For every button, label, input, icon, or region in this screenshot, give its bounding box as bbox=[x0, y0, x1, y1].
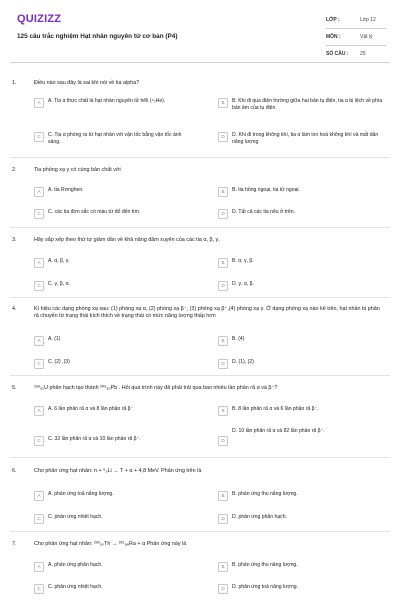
option-text: B. 8 lần phân rã α và 6 lần phân rã β⁻. bbox=[232, 406, 319, 412]
info-value: Vật lý bbox=[360, 34, 373, 40]
divider bbox=[10, 227, 390, 228]
option-2c[interactable] bbox=[34, 209, 194, 219]
option-1a[interactable] bbox=[34, 98, 194, 108]
option-text: B. Khi đi qua điện trường giữa hai bản tụ điện, tia α bị lệch về phía bản âm của tụ điện. bbox=[232, 98, 383, 111]
option-3c[interactable] bbox=[34, 281, 194, 291]
option-text: D. phản ứng phân hạch. bbox=[232, 514, 287, 520]
option-4d[interactable] bbox=[218, 359, 388, 369]
option-1d[interactable] bbox=[218, 132, 388, 146]
option-letter-box: B bbox=[218, 491, 228, 501]
question-text: Cho phản ứng hạt nhân: n + ⁶₃Li → T + α + 4,8 MeV. Phản ứng trên là bbox=[34, 468, 202, 474]
question-text: Cho phản ứng hạt nhân: ²³⁰₉₀Th → ²²⁶₈₈Ra + α Phản ứng này là bbox=[34, 541, 187, 547]
question-number: 1. bbox=[12, 80, 17, 86]
option-4b[interactable] bbox=[218, 336, 388, 346]
option-letter-box: D bbox=[218, 209, 228, 219]
option-text: D. γ, α, β. bbox=[232, 281, 255, 287]
option-text: C. phản ứng nhiệt hạch. bbox=[48, 514, 103, 520]
info-key: LỚP : bbox=[326, 17, 340, 23]
option-text: C. (2) ,(3) bbox=[48, 359, 70, 365]
option-letter-box: C bbox=[34, 209, 44, 219]
option-text: A. α, β, γ. bbox=[48, 258, 70, 264]
option-text: D. phản ứng toả năng lượng. bbox=[232, 584, 298, 590]
option-7d[interactable] bbox=[218, 584, 388, 594]
option-letter-box: C bbox=[34, 132, 44, 142]
option-4a[interactable] bbox=[34, 336, 194, 346]
info-row-grade bbox=[326, 12, 386, 29]
option-letter-box: D bbox=[218, 281, 228, 291]
option-text: B. phản ứng thu năng lượng. bbox=[232, 491, 298, 497]
info-value: Lớp 12 bbox=[360, 17, 376, 23]
option-letter-box: D bbox=[218, 132, 228, 142]
option-3d[interactable] bbox=[218, 281, 388, 291]
option-text: A. (1) bbox=[48, 336, 61, 342]
option-letter-box: B bbox=[218, 562, 228, 572]
option-letter-box: B bbox=[218, 98, 228, 108]
info-row-subject bbox=[326, 29, 386, 46]
option-2a[interactable] bbox=[34, 187, 194, 197]
info-key: MÔN : bbox=[326, 34, 341, 40]
option-text: A. phản ứng phân hạch. bbox=[48, 562, 103, 568]
option-3a[interactable] bbox=[34, 258, 194, 268]
option-text: D. 10 lần phân rã α và 82 lần phân rã β⁻. bbox=[232, 428, 325, 434]
option-letter-box: D bbox=[218, 436, 228, 446]
divider bbox=[10, 457, 390, 458]
option-letter-box: C bbox=[34, 514, 44, 524]
option-6c[interactable] bbox=[34, 514, 194, 524]
info-row-count bbox=[326, 46, 386, 63]
option-letter-box: C bbox=[34, 281, 44, 291]
option-letter-box: B bbox=[218, 187, 228, 197]
info-value: 25 bbox=[360, 51, 366, 57]
option-text: D. Tất cả các tia nêu ở trên. bbox=[232, 209, 295, 215]
option-5c[interactable] bbox=[34, 436, 194, 446]
option-letter-box: A bbox=[34, 491, 44, 501]
option-text: D. (1), (2) bbox=[232, 359, 254, 365]
question-number: 6. bbox=[12, 468, 17, 474]
option-5a[interactable] bbox=[34, 406, 194, 416]
option-1b[interactable] bbox=[218, 98, 388, 112]
option-7b[interactable] bbox=[218, 562, 388, 572]
question-number: 4. bbox=[12, 306, 17, 312]
divider bbox=[10, 157, 390, 158]
question-text: ²³⁸₉₂U phân hạch tạo thành ²⁰⁶₈₂Pb . Hỏi quá trình này đã phải trải qua bao nhiêu lần phân rã α và β⁻? bbox=[34, 385, 278, 391]
option-text: C. γ, β, α. bbox=[48, 281, 71, 287]
option-letter-box: A bbox=[34, 98, 44, 108]
option-text: C. Tia α phóng ra từ hạt nhân với vận tốc bằng vận tốc ánh sáng. bbox=[48, 132, 182, 145]
divider bbox=[10, 297, 390, 298]
option-text: B. tia hồng ngoại, tia tử ngoại. bbox=[232, 187, 300, 193]
info-panel bbox=[326, 12, 386, 63]
info-key: SỐ CÂU : bbox=[326, 51, 349, 57]
option-letter-box: C bbox=[34, 359, 44, 369]
option-6a[interactable] bbox=[34, 491, 194, 501]
option-letter-box: D bbox=[218, 584, 228, 594]
option-letter-box: D bbox=[218, 359, 228, 369]
option-text: A. tia Rơnghen. bbox=[48, 187, 84, 193]
option-letter-box: A bbox=[34, 258, 44, 268]
option-text: B. phản ứng thu năng lượng. bbox=[232, 562, 298, 568]
option-letter-box: C bbox=[34, 436, 44, 446]
page-title: 125 câu trắc nghiệm Hạt nhân nguyên tử cơ bản (P4) bbox=[17, 33, 178, 40]
option-text: C. 32 lần phân rã α và 10 lần phân rã β⁻. bbox=[48, 436, 141, 442]
option-letter-box: A bbox=[34, 336, 44, 346]
option-7a[interactable] bbox=[34, 562, 194, 572]
option-letter-box: B bbox=[218, 336, 228, 346]
option-text: C. phản ứng nhiệt hạch. bbox=[48, 584, 103, 590]
option-letter-box: C bbox=[34, 584, 44, 594]
option-letter-box: B bbox=[218, 406, 228, 416]
option-2d[interactable] bbox=[218, 209, 388, 219]
option-5b[interactable] bbox=[218, 406, 388, 416]
option-text: B. (4) bbox=[232, 336, 245, 342]
option-letter-box: A bbox=[34, 406, 44, 416]
header-divider bbox=[10, 62, 390, 63]
question-number: 5. bbox=[12, 385, 17, 391]
option-5d[interactable] bbox=[218, 428, 388, 446]
option-letter-box: D bbox=[218, 514, 228, 524]
option-3b[interactable] bbox=[218, 258, 388, 268]
question-number: 7. bbox=[12, 541, 17, 547]
option-6b[interactable] bbox=[218, 491, 388, 501]
question-text: Hãy sắp xếp theo thứ tự giảm dần về khả năng đâm xuyên của các tia α, β, γ. bbox=[34, 237, 220, 243]
option-text: B. α, γ, β. bbox=[232, 258, 254, 264]
question-number: 3. bbox=[12, 237, 17, 243]
option-6d[interactable] bbox=[218, 514, 388, 524]
quizizz-logo: QUIZIZZ bbox=[17, 13, 62, 25]
option-text: A. Tia α thực chất là hạt nhân nguyên tử hêli (⁴₂He). bbox=[48, 98, 166, 104]
divider bbox=[10, 531, 390, 532]
question-text: Điều nào sau đây là sai khi nói về tia alpha? bbox=[34, 80, 140, 86]
option-text: A. 6 lần phân rã α và 8 lần phân rã β⁻ bbox=[48, 406, 134, 412]
option-2b[interactable] bbox=[218, 187, 388, 197]
option-text: A. phản ứng toả năng lượng. bbox=[48, 491, 114, 497]
divider bbox=[10, 375, 390, 376]
option-letter-box: B bbox=[218, 258, 228, 268]
question-text: Tia phóng xạ γ có cùng bản chất với bbox=[34, 167, 121, 173]
option-1c[interactable] bbox=[34, 132, 194, 146]
option-letter-box: A bbox=[34, 187, 44, 197]
option-4c[interactable] bbox=[34, 359, 194, 369]
option-text: C. các tia đơn sắc có màu từ đỏ đến tím. bbox=[48, 209, 141, 215]
option-letter-box: A bbox=[34, 562, 44, 572]
option-7c[interactable] bbox=[34, 584, 194, 594]
option-text: D. Khi đi trong không khí, tia α làm ion hoá không khí và mất dần năng lượng. bbox=[232, 132, 379, 145]
question-number: 2. bbox=[12, 167, 17, 173]
question-text: Kí hiệu các dạng phóng xạ sau: (1) phóng xạ α, (2) phóng xạ β⁻, (3) phóng xạ β⁺,(4) phóng xạ γ. Ở dạng phóng xạ nào kể trên, hạt nhân bị phân rã chuyển từ trạng thái kích thích về trạng thái có mức năng lượng thấp hơn bbox=[34, 306, 380, 320]
